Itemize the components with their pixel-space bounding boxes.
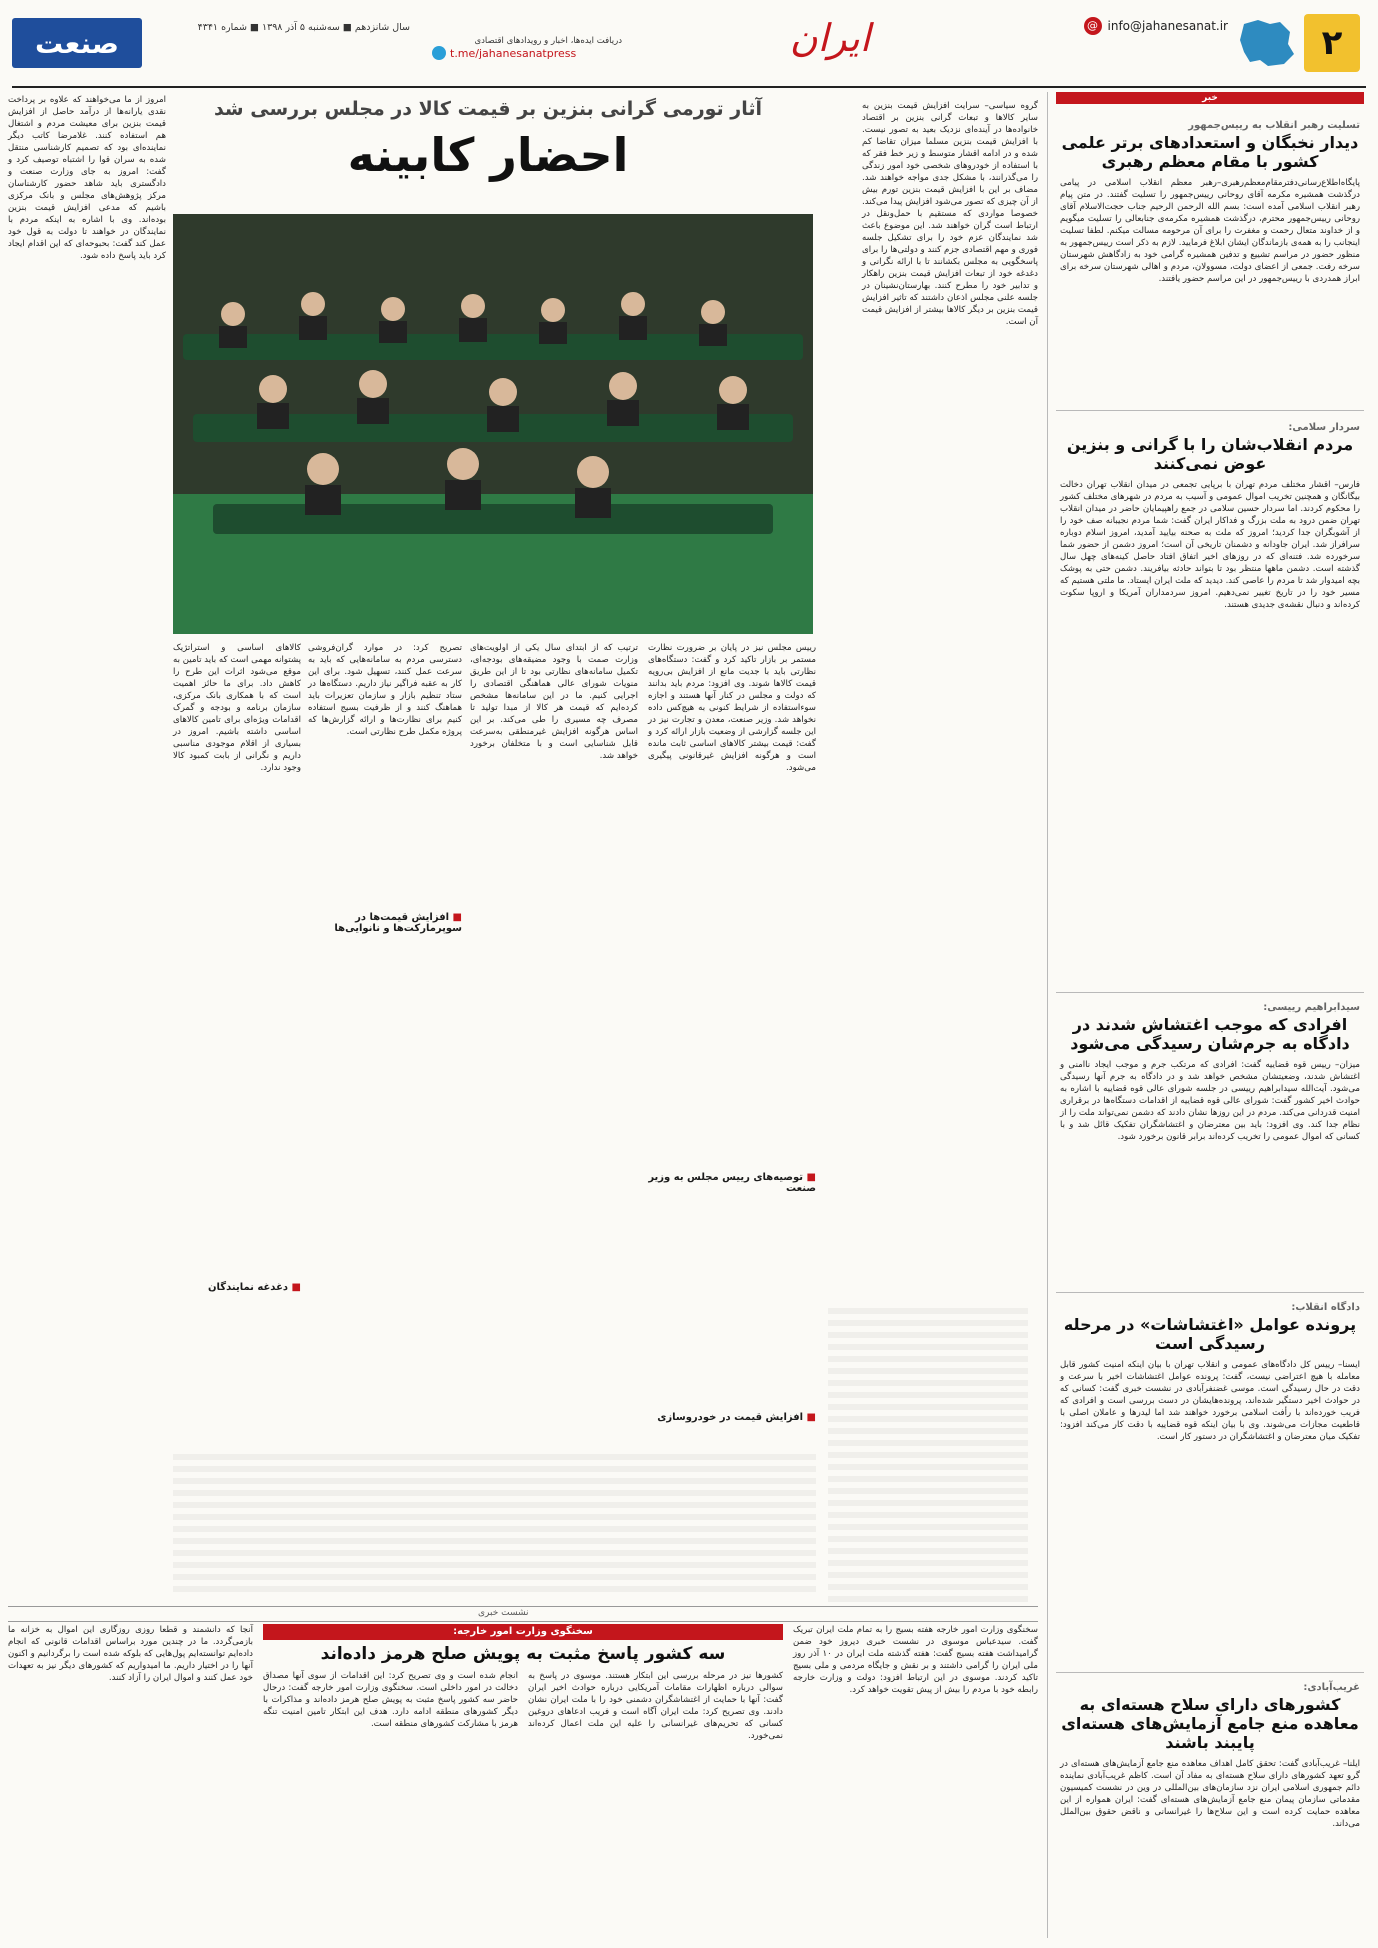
bottom-column-1: سخنگوی وزارت امور خارجه هفته بسیج را به تمام ملت ایران تبریک گفت. سیدعباس موسوی در نشست خبری دیروز خود ضمن گرامیداشت هفته بسیج گفت: هفته گذشته ملت ایران در ۱۰ آذر روز ملی ایران را گرامی داشتند و بر نقش و جایگاه مردمی و ملی بسیج تاکید کردند. موسوی در این ارتباط افزود: دولت و وزارت خارجه رابطه خود با مردم را بیش از پیش تقویت خواهد کرد. <box>790 1625 1038 1695</box>
story-body: ایلنا– غریب‌آبادی گفت: تحقق کامل اهداف معاهده منع جامع آزمایش‌های هسته‌ای در گرو تعهد کشورهای دارای سلاح هسته‌ای به مفاد آن است. کاظم غریب‌آبادی نماینده دائم جمهوری اسلامی ایران نزد سازمان‌های بین‌المللی در وین در نشست کمیسیون مقدماتی سازمان پیمان منع جامع آزمایش‌های هسته‌ای گفت: ایران همواره از این معاهده حمایت کرده است و این سلاح‌ها را غیرانسانی و ناقض حقوق بین‌الملل می‌داند. <box>1057 1759 1361 1829</box>
sidebar-story-5 <box>1057 1682 1361 1948</box>
body-column-2: ترتیب که از ابتدای سال یکی از اولویت‌های وزارت صمت با وجود مضیقه‌های بودجه‌ای، تکمیل سامانه‌های نظارتی بود تا از این طریق منویات شورای عالی هماهنگی اقتصادی را اجرایی کنیم. ما در این سامانه‌ها مشخص کرده‌ایم که قیمت هر کالا از مبدا تولید تا مصرف چه مسیری را طی می‌کند. بر این اساس هرگونه افزایش غیرمنطقی به‌سرعت قابل شناسایی است و با متخلفان برخورد خواهد شد. <box>467 643 639 761</box>
body-column-5: امروز از ما می‌خواهند که علاوه بر پرداخت نقدی یارانه‌ها از درآمد حاصل از افزایش قیمت بنزین برای معیشت مردم و اشتغال هم استفاده کنند. غلامرضا کاتب دیگر نماینده‌ای بود که تصمیم کارشناسی منتقل شده به سران قوا را اشتباه توصیف کرد و گفت: امروز به جای وزارت صنعت و دادگستری باید شاهد حضور کارشناسان مرکز پژوهش‌های مجلس و بانک مرکزی باشیم که مدعی افزایش قیمت بنزین بوده‌اند. وی با اشاره به اینکه مردم با نمایندگان در خواهند تا دولت به قول خود عمل کند گفت: بحبوحه‌ای که این اقدام ایجاد کرد باید پاسخ داده شود. <box>5 95 167 261</box>
story-kicker: دادگاه انقلاب: <box>1291 1302 1360 1313</box>
header-rule <box>12 86 1366 88</box>
subhead-1 <box>648 1172 816 1194</box>
logo <box>12 18 142 68</box>
subhead-4 <box>173 1282 301 1293</box>
telegram-line1: دریافت ایده‌ها، اخبار و رویدادهای اقتصادی <box>474 36 622 46</box>
subhead-text: توصیه‌های رییس مجلس به وزیر صنعت <box>648 1172 816 1194</box>
parliament-scene-graphic <box>173 214 813 634</box>
story-title: کشورهای دارای سلاح هسته‌ای به معاهده منع جامع آزمایش‌های هسته‌ای پایبند باشند <box>1061 1695 1359 1752</box>
story-body: فارس– اقشار مختلف مردم تهران با برپایی تجمعی در میدان انقلاب تهران دخالت بیگانگان و همچنین تخریب اموال عمومی و آسیب به مردم در شهرهای مختلف کشور را محکوم کردند. اما سردار حسین سلامی در جمع راهپیمایان حاضر در میدان انقلاب تهران ضمن درود به ملت بزرگ و فداکار ایران گفت: شما مردم نجیبانه صف خود را از آشوبگران جدا کردید؛ امروز که ملت به صحنه بیایید آمدید، امروز اسلام دوباره سرافراز شد. ایران جاودانه و دشمنان تاریخی آن است؛ امروز دشمن از حضور شما سرخورده شد. فتنه‌ای که در روزهای اخیر اتفاق افتاد حاصل کینه‌های چهل سال گذشته است. دشمن ماهها منتظر بود تا بتواند حادثه بیافریند. دشمن حتی به پوشک بچه امیدوار شد تا مردم را عاصی کند. دیدید که ملت ایران ایستاد. ما ملتی هستیم که مسیر خود را در تاریخ تغییر نمی‌دهیم. امروز سردمداران آمریکا و اروپا سکوت کرده‌اند و دنبال نقشه‌ی جدیدی هستند. <box>1057 480 1361 610</box>
bottom-title: سه کشور پاسخ مثبت به پویش صلح هرمز داده‌اند <box>320 1644 726 1664</box>
sidebar-story-2 <box>1057 422 1361 1019</box>
photo-caption <box>8 1606 1038 1622</box>
parliament-photo <box>173 214 813 634</box>
iran-map-icon <box>1236 18 1296 70</box>
divider <box>1056 410 1364 411</box>
sidebar-story-1 <box>1057 120 1360 417</box>
supertitle: آثار تورمی گرانی بنزین بر قیمت کالا در مجلس بررسی شد <box>213 98 763 120</box>
story-body: پایگاه‌اطلاع‌رسانی‌دفترمقام‌معظم‌رهبری–رهبر معظم انقلاب اسلامی در پیامی درگذشت همشیره مکرمه آقای روحانی رییس‌جمهور را تسلیت گفتند. در متن پیام رهبر انقلاب اسلامی آمده است: بسم الله الرحمن الرحیم جناب حجت‌الاسلام آقای روحانی رییس‌جمهور محترم، درگذشت همشیره مکرمه‌ی جنابعالی را تسلیت میگویم و از خداوند متعال رحمت و مغفرت را برای آن مرحومه مسالت میکنم. لطفا تسلیت اینجانب را به همه‌ی بازماندگان ایشان ابلاغ فرمایید. لازم به ذکر است رییس‌جمهور به منظور حضور در مراسم تشییع و تدفین همشیره گرامی خود به زادگاهش شهرستان سرخه رفت. جمعی از اعضای دولت، مسوولان، مردم و اهالی شهرستان سرخه برای ابراز همدردی با رییس‌جمهور در این مراسم حضور یافتند. <box>1057 178 1360 284</box>
page-number: ۲ <box>1321 23 1343 63</box>
sidebar-story-3 <box>1057 1002 1361 1299</box>
story-title: مردم انقلاب‌شان را با گرانی و بنزین عوض نمی‌کنند <box>1066 435 1354 473</box>
subhead-text: افزایش قیمت‌ها در سوپرمارکت‌ها و نانوایی‌ها <box>334 912 462 934</box>
sidebar-tag: خبر <box>1056 92 1364 104</box>
masthead <box>0 0 1378 90</box>
column-rule <box>1047 92 1048 1938</box>
email-row <box>1084 16 1229 36</box>
bottom-column-4: آنجا که دانشمند و قطعا روزی روزگاری این اموال به خزانه ما بازمی‌گردد. ما در چندین مورد براساس اقدامات قانونی که انجام داده‌ایم توانسته‌ایم پول‌هایی که بلوکه شده است را برگردانیم و اکنون آنها را در اختیار داریم. ما امیدواریم که کشورهای دیگر نیز به تعهدات خود عمل کنند و اموال ایران را آزاد کنند. <box>5 1625 253 1683</box>
photo-caption-text: نشست خبری <box>478 1608 529 1618</box>
section-title: ایران <box>789 16 871 60</box>
bottom-column-3: انجام شده است و وی تصریح کرد: این اقدامات از سوی آنها مصداق دخالت در امور داخلی است. سخنگوی وزارت امور خارجه گفت: درحال حاضر سه کشور پاسخ مثبت به پویش صلح هرمز داده‌اند و مذاکرات با دیگر کشورهای منطقه ادامه دارد. هدف این ابتکار تامین امنیت تنگه هرمز با مشارکت کشورهای منطقه است. <box>260 1671 518 1729</box>
subhead-bullet-icon: ■ <box>803 1412 816 1423</box>
subhead-3 <box>308 912 462 934</box>
story-title: پرونده عوامل «اغتشاشات» در مرحله رسیدگی است <box>1063 1315 1357 1353</box>
subhead-bullet-icon: ■ <box>803 1172 816 1183</box>
telegram-block <box>432 36 622 60</box>
divider <box>1056 1292 1364 1293</box>
story-body: ایسنا– رییس کل دادگاه‌های عمومی و انقلاب تهران با بیان اینکه امنیت کشور قابل معامله با هیچ اعتراضی نیست، گفت: پرونده عوامل اغتشاشات اخیر با سرعت و دقت در حال رسیدگی است. موسی غضنفرآبادی در نشست خبری گفت: کسانی که در حوادث اخیر دستگیر شده‌اند، پرونده‌هایشان در دست بررسی است و افرادی که فریب خورده‌اند با رأفت اسلامی برخورد خواهند شد اما لیدرها و عاملان اصلی با قاطعیت مجازات می‌شوند. وی با بیان اینکه قوه قضاییه با دقت کار می‌کند افزود: تفکیک میان معترضان و اغتشاشگران در دستور کار است. <box>1057 1360 1360 1442</box>
divider <box>1056 992 1364 993</box>
story-kicker: سیدابراهیم رییسی: <box>1263 1002 1360 1013</box>
divider <box>1056 1672 1364 1673</box>
story-kicker: غریب‌آبادی: <box>1303 1682 1360 1693</box>
story-kicker: تسلیت رهبر انقلاب به رییس‌جمهور <box>1188 120 1360 131</box>
body-column-1: رییس مجلس نیز در پایان بر ضرورت نظارت مستمر بر بازار تاکید کرد و گفت: دستگاه‌های نظارتی باید با جدیت مانع از افزایش بی‌رویه قیمت کالاها شوند. وی افزود: مردم باید بدانند که دولت و مجلس در کنار آنها هستند و اجازه سوءاستفاده از شرایط کنونی به هیچ‌کس داده نخواهد شد. وزیر صنعت، معدن و تجارت نیز در این جلسه گزارشی از وضعیت بازار ارائه کرد و گفت: قیمت بیشتر کالاهای اساسی ثابت مانده است و هرگونه افزایش غیرقانونی پیگیری می‌شود. <box>645 643 816 773</box>
subhead-bullet-icon: ■ <box>288 1282 301 1293</box>
subhead-text: دغدغه نمایندگان <box>208 1282 289 1293</box>
issue-info: سال شانزدهم ■ سه‌شنبه ۵ آذر ۱۳۹۸ ■ شماره ۴۳۴۱ <box>197 22 410 33</box>
body-column-4: کالاهای اساسی و استراتژیک پشتوانه مهمی است که باید تامین به موقع می‌شود اثرات این طرح را کاهش داد. برای ما حائز اهمیت است که با همکاری بانک مرکزی، سازمان برنامه و بودجه و گمرک اقدامات ویژه‌ای برای تامین کالاهای اساسی داشته باشیم. امروز در بسیاری از اقلام موجودی مناسبی داریم و نگرانی از بابت کمبود کالا وجود ندارد. <box>170 643 301 773</box>
story-title: دیدار نخبگان و استعدادهای برتر علمی کشور با مقام معظم رهبری <box>1061 133 1359 171</box>
column-texture <box>173 1448 816 1598</box>
story-title: افرادی که موجب اغتشاش شدند در دادگاه به جرم‌شان رسیدگی می‌شود <box>1070 1015 1350 1053</box>
main-story <box>5 92 1039 1602</box>
telegram-link[interactable]: t.me/jahanesanatpress <box>450 46 577 60</box>
story-kicker: سردار سلامی: <box>1288 422 1360 433</box>
body-column-3: تصریح کرد: در موارد گران‌فروشی دسترسی مردم به سامانه‌هایی که باید به سرعت عمل کنند، تسهیل شود. برای این کار به عقبه فراگیر نیاز داریم. دستگاه‌ها در ستاد تنظیم بازار و سازمان تعزیرات باید هماهنگ کنند و از ظرفیت بسیج استفاده کنیم برای نظارت‌ها و ارائه گزارش‌ها که پروژه مکمل طرح نظارتی است. <box>305 643 462 737</box>
email-icon: @ <box>1084 17 1102 35</box>
bottom-kicker: سخنگوی وزارت امور خارجه: <box>263 1624 783 1640</box>
logo-text: صنعت <box>35 26 119 60</box>
sidebar-story-4 <box>1057 1302 1360 1689</box>
headline: احضار کابینه <box>347 128 629 182</box>
telegram-icon <box>432 46 446 60</box>
subhead-text: افزایش قیمت در خودروسازی <box>657 1412 804 1423</box>
column-texture <box>828 1302 1028 1602</box>
subhead-2 <box>648 1412 816 1423</box>
sidebar <box>1056 92 1364 1938</box>
page-number-box <box>1304 14 1360 72</box>
story-body: میزان– رییس قوه قضاییه گفت: افرادی که مرتکب جرم و موجب ایجاد ناامنی و اغتشاش شدند، وضعیتشان مشخص خواهد شد و در دادگاه به جرم آنها رسیدگی می‌شود. آیت‌الله سیدابراهیم رییسی در جلسه شورای عالی قوه قضاییه با اشاره به حوادث اخیر کشور گفت: شورای عالی قوه قضاییه از اقدامات دستگاه‌ها در برقراری امنیت قدردانی می‌کند. مردم در این روزها نشان دادند که دشمن نمی‌تواند ملت را از نظام جدا کند. وی افزود: باید بین معترضان و اغتشاشگران تفکیک قائل شد و با کسانی که اموال عمومی را تخریب کرده‌اند برابر قانون برخورد شود. <box>1057 1060 1361 1142</box>
subhead-bullet-icon: ■ <box>449 912 462 923</box>
bottom-column-2: کشورها نیز در مرحله بررسی این ابتکار هستند. موسوی در پاسخ به سوالی درباره اظهارات مقامات آمریکایی درباره حوادث اخیر ایران گفت: آنها با حمایت از اغتشاشگران دشمنی خود را با ملت ایران نشان دادند. وی تصریح کرد: ملت ایران آگاه است و فریب ادعاهای دروغین کسانی که تحریم‌های غیرانسانی را علیه این ملت اعمال کرده‌اند نمی‌خورد. <box>525 1671 784 1741</box>
email-text[interactable]: info@jahanesanat.ir <box>1107 19 1228 33</box>
bottom-story <box>5 1624 1038 1942</box>
lead-paragraph: گروه سیاسی– سرایت افزایش قیمت بنزین به سایر کالاها و تبعات گرانی بنزین بر اقتصاد خانواده‌ها در آینده‌ای نزدیک بعید به تصور نیست. با افزایش قیمت بنزین مسلما میزان تقاضا کم شده و در ادامه اقشار متوسط و زیر خط فقر که با استفاده از خودروهای شخصی خود امور زندگی را می‌گذرانند، با مشکل جدی مواجه خواهند شد. مضاف بر این با افزایش قیمت بنزین تورم بیش از آن چیزی که تصور می‌شود افزایش پیدا می‌کند. خصوصا مواردی که مستقیم با حمل‌ونقل در ارتباط است گران خواهند شد. این موضوع باعث شد نمایندگان عزم خود را برای تشکیل جلسه فوری و مهم اقتصادی جزم کنند و دولتی‌ها را برای پاسخگویی به مجلس بکشانند تا با ارائه نگرانی و دغدغه خود از تبعات افزایش قیمت بنزین راهکار و تدابیر خود را مطرح کنند. بهارستان‌نشینان در جلسه علنی مجلس اذعان داشتند که تاثیر افزایش قیمت بنزین بر دیگر کالاها بیشتر از افزایش قیمت آن است. <box>859 101 1039 327</box>
